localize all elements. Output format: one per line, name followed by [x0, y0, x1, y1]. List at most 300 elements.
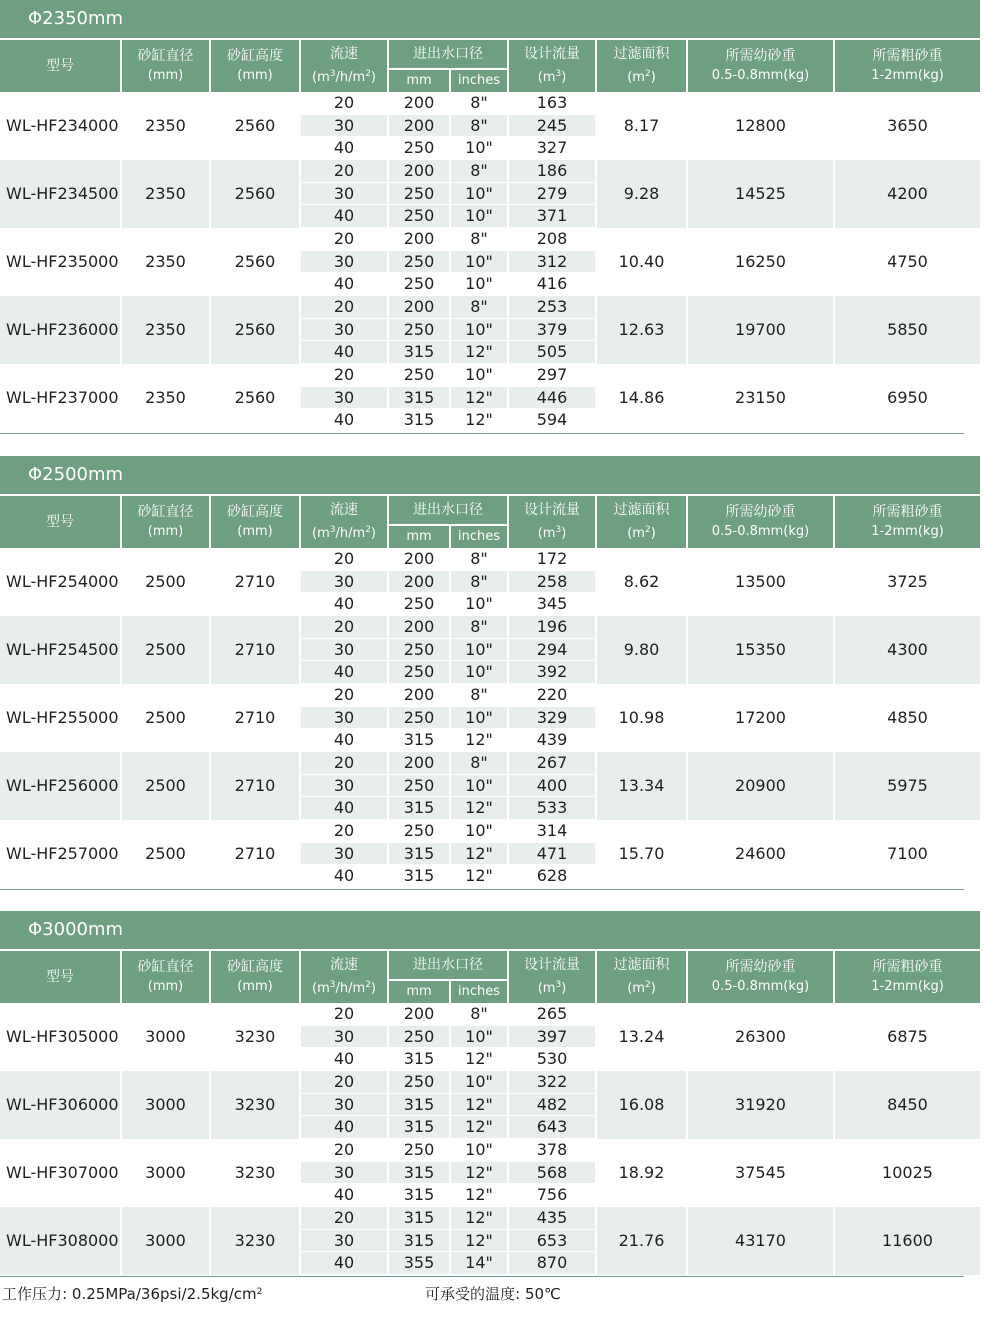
cell-flow: 568 [536, 1162, 568, 1182]
header-coarse-label: 所需粗砂重 [872, 504, 943, 520]
cell-area: 13.24 [618, 1027, 665, 1046]
cell-speed: 20 [333, 685, 355, 704]
cell-coarse: 4300 [887, 640, 928, 659]
table-row [0, 548, 984, 616]
cell-flow: 322 [536, 1072, 568, 1091]
header-diameter [122, 951, 209, 1003]
cell-mm: 200 [403, 297, 435, 316]
cell-coarse: 3650 [887, 116, 928, 135]
header-height [211, 496, 299, 548]
header-inlet-inches: inches [451, 981, 507, 1003]
cell-flow: 378 [536, 1140, 568, 1159]
cell-area: 8.17 [623, 116, 660, 135]
table-row [0, 364, 984, 432]
cell-flow: 297 [536, 365, 568, 384]
header-height [211, 951, 299, 1003]
cell-inch: 10" [465, 1140, 493, 1159]
cell-mm: 250 [403, 365, 435, 384]
cell-coarse: 7100 [887, 844, 928, 863]
temperature-note: 可承受的温度: 50℃ [425, 1285, 561, 1303]
header-inlet: 进出水口径 [389, 496, 507, 524]
cell-speed: 20 [333, 549, 355, 568]
cell-flow: 294 [536, 639, 568, 659]
cell-inch: 10" [465, 639, 493, 659]
cell-model: WL-HF255000 [6, 708, 119, 727]
cell-flow: 643 [536, 1117, 568, 1137]
cell-inch: 12" [465, 387, 493, 407]
cell-flow: 267 [536, 753, 568, 772]
cell-diameter: 3000 [145, 1027, 186, 1046]
cell-mm: 315 [403, 1230, 435, 1250]
table-row [0, 92, 984, 160]
cell-inch: 12" [465, 1094, 493, 1114]
cell-diameter: 3000 [145, 1163, 186, 1182]
cell-mm: 315 [403, 866, 435, 886]
cell-flow: 482 [536, 1094, 568, 1114]
header-area-label: 过滤面积 [613, 502, 670, 518]
cell-coarse: 4750 [887, 252, 928, 271]
header-fine [688, 496, 833, 548]
header-model: 型号 [0, 40, 120, 92]
cell-flow: 379 [536, 319, 568, 339]
cell-coarse: 8450 [887, 1095, 928, 1114]
cell-flow: 253 [536, 297, 568, 316]
cell-speed: 30 [333, 639, 355, 659]
header-coarse-label: 所需粗砂重 [872, 48, 943, 64]
cell-fine: 13500 [735, 572, 786, 591]
header-flow-label: 设计流量 [524, 502, 580, 518]
cell-mm: 200 [403, 161, 435, 180]
header-area [597, 40, 686, 92]
cell-diameter: 3000 [145, 1231, 186, 1250]
cell-inch: 12" [465, 730, 493, 750]
header-height-unit: (mm) [237, 524, 273, 539]
cell-mm: 250 [403, 183, 435, 203]
header-fine-unit: 0.5-0.8mm(kg) [711, 524, 810, 539]
table-row [0, 160, 984, 228]
header-height-label: 砂缸高度 [227, 959, 283, 975]
header-inlet-inches: inches [451, 526, 507, 548]
header-area-label: 过滤面积 [613, 46, 670, 62]
header-fine [688, 951, 833, 1003]
cell-flow: 312 [536, 251, 568, 271]
cell-flow: 279 [536, 183, 568, 203]
header-height-unit: (mm) [237, 68, 273, 83]
cell-speed: 20 [333, 821, 355, 840]
cell-inch: 8" [470, 161, 488, 180]
cell-flow: 186 [536, 161, 568, 180]
cell-speed: 30 [333, 843, 355, 863]
section-divider [0, 889, 964, 890]
header-flow-unit: $(m^3)$ [537, 980, 567, 996]
header-fine-label: 所需幼砂重 [725, 48, 796, 64]
cell-area: 13.34 [618, 776, 665, 795]
cell-flow: 327 [536, 138, 568, 158]
header-coarse [835, 496, 980, 548]
cell-height: 2560 [234, 388, 276, 407]
header-coarse [835, 951, 980, 1003]
cell-flow: 371 [536, 206, 568, 226]
cell-fine: 16250 [735, 252, 786, 271]
header-area [597, 951, 686, 1003]
cell-mm: 315 [403, 410, 435, 430]
header-area-label: 过滤面积 [613, 957, 670, 973]
cell-coarse: 3725 [887, 572, 928, 591]
cell-flow: 653 [536, 1230, 568, 1250]
header-diameter-label: 砂缸直径 [137, 48, 194, 64]
header-speed-unit: $(m^3/h/m^2)$ [312, 69, 376, 85]
cell-speed: 30 [333, 387, 355, 407]
cell-flow: 439 [536, 730, 568, 750]
cell-mm: 315 [403, 1208, 435, 1227]
cell-coarse: 10025 [882, 1163, 933, 1182]
cell-mm: 200 [403, 571, 435, 591]
cell-inch: 12" [465, 410, 493, 430]
cell-flow: 345 [536, 594, 568, 614]
cell-mm: 200 [403, 93, 435, 112]
cell-diameter: 3000 [145, 1095, 186, 1114]
cell-mm: 250 [403, 707, 435, 727]
cell-inch: 10" [465, 775, 493, 795]
header-height-unit: (mm) [237, 979, 273, 994]
cell-speed: 30 [333, 319, 355, 339]
header-coarse-unit: 1-2mm(kg) [871, 979, 944, 994]
header-diameter-label: 砂缸直径 [137, 959, 194, 975]
cell-inch: 8" [470, 617, 488, 636]
header-area [597, 496, 686, 548]
cell-diameter: 2500 [145, 640, 186, 659]
table-row [0, 684, 984, 752]
cell-mm: 250 [403, 319, 435, 339]
header-fine [688, 40, 833, 92]
cell-speed: 20 [333, 1208, 355, 1227]
cell-model: WL-HF235000 [6, 252, 119, 271]
cell-flow: 594 [536, 410, 568, 430]
cell-inch: 12" [465, 1049, 493, 1069]
cell-inch: 8" [470, 297, 488, 316]
header-flow [509, 951, 595, 1003]
cell-speed: 20 [333, 1140, 355, 1159]
cell-inch: 10" [465, 206, 493, 226]
cell-flow: 416 [536, 274, 568, 294]
cell-fine: 31920 [735, 1095, 786, 1114]
cell-inch: 10" [465, 274, 493, 294]
cell-area: 21.76 [618, 1231, 665, 1250]
cell-area: 15.70 [618, 844, 665, 863]
cell-height: 2560 [234, 320, 276, 339]
cell-inch: 14" [465, 1253, 493, 1273]
header-diameter [122, 40, 209, 92]
cell-coarse: 4850 [887, 708, 928, 727]
cell-speed: 40 [333, 1117, 355, 1137]
cell-mm: 200 [403, 753, 435, 772]
header-area-unit: $(m^2)$ [627, 525, 656, 541]
cell-flow: 446 [536, 387, 568, 407]
table-row [0, 1003, 984, 1071]
cell-speed: 20 [333, 1004, 355, 1023]
cell-fine: 43170 [735, 1231, 786, 1250]
header-speed-unit: $(m^3/h/m^2)$ [312, 525, 376, 541]
section-title: Φ2500mm [0, 456, 980, 494]
cell-flow: 397 [536, 1026, 568, 1046]
header-fine-unit: 0.5-0.8mm(kg) [711, 68, 810, 83]
cell-inch: 10" [465, 1072, 493, 1091]
header-diameter [122, 496, 209, 548]
cell-diameter: 2350 [145, 184, 186, 203]
cell-inch: 8" [470, 1004, 488, 1023]
cell-inch: 8" [470, 549, 488, 568]
cell-diameter: 2500 [145, 572, 186, 591]
cell-coarse: 5850 [887, 320, 928, 339]
cell-inch: 10" [465, 319, 493, 339]
section-title: Φ3000mm [0, 911, 980, 949]
cell-mm: 315 [403, 1049, 435, 1069]
cell-speed: 20 [333, 93, 355, 112]
cell-mm: 250 [403, 206, 435, 226]
cell-inch: 10" [465, 1026, 493, 1046]
cell-speed: 40 [333, 1049, 355, 1069]
cell-area: 14.86 [618, 388, 665, 407]
header-speed [301, 40, 387, 92]
cell-inch: 8" [470, 753, 488, 772]
header-area-unit: $(m^2)$ [627, 69, 656, 85]
cell-speed: 30 [333, 183, 355, 203]
cell-inch: 8" [470, 229, 488, 248]
header-diameter-label: 砂缸直径 [137, 504, 194, 520]
header-speed [301, 951, 387, 1003]
cell-mm: 315 [403, 1162, 435, 1182]
cell-model: WL-HF256000 [6, 776, 119, 795]
cell-speed: 30 [333, 251, 355, 271]
cell-flow: 870 [536, 1253, 568, 1273]
cell-height: 3230 [234, 1027, 276, 1046]
cell-flow: 329 [536, 707, 568, 727]
cell-height: 2710 [234, 572, 276, 591]
cell-height: 2710 [234, 640, 276, 659]
cell-speed: 40 [333, 1185, 355, 1205]
cell-flow: 628 [536, 866, 568, 886]
cell-model: WL-HF234000 [6, 116, 119, 135]
cell-speed: 30 [333, 571, 355, 591]
header-coarse-label: 所需粗砂重 [872, 959, 943, 975]
cell-flow: 756 [536, 1185, 568, 1205]
cell-inch: 12" [465, 798, 493, 818]
cell-diameter: 2350 [145, 252, 186, 271]
header-coarse [835, 40, 980, 92]
cell-area: 18.92 [618, 1163, 665, 1182]
header-diameter-unit: (mm) [147, 524, 184, 539]
cell-flow: 258 [536, 571, 568, 591]
cell-area: 9.28 [623, 184, 660, 203]
cell-inch: 12" [465, 1162, 493, 1182]
cell-mm: 315 [403, 798, 435, 818]
header-speed [301, 496, 387, 548]
table-row [0, 752, 984, 820]
cell-diameter: 2350 [145, 320, 186, 339]
cell-inch: 10" [465, 251, 493, 271]
cell-coarse: 6875 [887, 1027, 928, 1046]
cell-speed: 30 [333, 1162, 355, 1182]
cell-inch: 10" [465, 707, 493, 727]
cell-inch: 12" [465, 843, 493, 863]
cell-coarse: 5975 [887, 776, 928, 795]
cell-mm: 315 [403, 387, 435, 407]
table-header [0, 496, 984, 548]
header-coarse-unit: 1-2mm(kg) [871, 524, 944, 539]
cell-mm: 250 [403, 138, 435, 158]
cell-diameter: 2500 [145, 708, 186, 727]
section-divider [0, 433, 964, 434]
cell-area: 16.08 [618, 1095, 665, 1114]
cell-inch: 8" [470, 571, 488, 591]
table-header [0, 951, 984, 1003]
header-fine-unit: 0.5-0.8mm(kg) [711, 979, 810, 994]
header-fine-label: 所需幼砂重 [725, 959, 796, 975]
header-inlet-mm: mm [389, 981, 449, 1003]
cell-model: WL-HF254000 [6, 572, 119, 591]
cell-speed: 40 [333, 138, 355, 158]
header-inlet: 进出水口径 [389, 40, 507, 68]
cell-fine: 17200 [735, 708, 786, 727]
cell-mm: 250 [403, 821, 435, 840]
cell-speed: 40 [333, 206, 355, 226]
cell-inch: 10" [465, 662, 493, 682]
header-height [211, 40, 299, 92]
cell-flow: 533 [536, 798, 568, 818]
cell-model: WL-HF237000 [6, 388, 119, 407]
cell-inch: 8" [470, 685, 488, 704]
table-row [0, 616, 984, 684]
cell-inch: 12" [465, 866, 493, 886]
cell-speed: 40 [333, 342, 355, 362]
cell-mm: 315 [403, 1185, 435, 1205]
cell-inch: 10" [465, 594, 493, 614]
cell-flow: 245 [536, 115, 568, 135]
cell-speed: 30 [333, 775, 355, 795]
cell-speed: 40 [333, 730, 355, 750]
cell-inch: 12" [465, 1185, 493, 1205]
cell-speed: 40 [333, 866, 355, 886]
cell-flow: 400 [536, 775, 568, 795]
cell-speed: 30 [333, 115, 355, 135]
cell-inch: 12" [465, 1117, 493, 1137]
table-row [0, 820, 984, 888]
header-diameter-unit: (mm) [147, 68, 184, 83]
cell-height: 2710 [234, 844, 276, 863]
cell-mm: 250 [403, 1072, 435, 1091]
working-pressure-note: 工作压力: $0.25MPa/36psi/2.5kg/cm^2$ [2, 1285, 263, 1303]
cell-model: WL-HF307000 [6, 1163, 119, 1182]
cell-fine: 37545 [735, 1163, 786, 1182]
cell-height: 2560 [234, 252, 276, 271]
cell-speed: 20 [333, 161, 355, 180]
header-model: 型号 [0, 951, 120, 1003]
header-flow-unit: $(m^3)$ [537, 525, 567, 541]
header-height-label: 砂缸高度 [227, 504, 283, 520]
cell-fine: 14525 [735, 184, 786, 203]
cell-inch: 12" [465, 1230, 493, 1250]
table-row [0, 1139, 984, 1207]
cell-area: 8.62 [623, 572, 660, 591]
header-speed-unit: $(m^3/h/m^2)$ [312, 980, 376, 996]
cell-flow: 392 [536, 662, 568, 682]
header-area-unit: $(m^2)$ [627, 980, 656, 996]
header-fine-label: 所需幼砂重 [725, 504, 796, 520]
cell-height: 3230 [234, 1231, 276, 1250]
cell-speed: 30 [333, 1230, 355, 1250]
cell-mm: 315 [403, 1094, 435, 1114]
cell-mm: 250 [403, 251, 435, 271]
cell-mm: 200 [403, 617, 435, 636]
cell-speed: 30 [333, 707, 355, 727]
cell-coarse: 11600 [882, 1231, 933, 1250]
cell-fine: 15350 [735, 640, 786, 659]
cell-speed: 30 [333, 1026, 355, 1046]
cell-mm: 200 [403, 685, 435, 704]
cell-height: 2710 [234, 708, 276, 727]
cell-mm: 250 [403, 1026, 435, 1046]
header-inlet: 进出水口径 [389, 951, 507, 979]
cell-flow: 172 [536, 549, 568, 568]
cell-model: WL-HF308000 [6, 1231, 119, 1250]
cell-speed: 40 [333, 410, 355, 430]
cell-model: WL-HF236000 [6, 320, 119, 339]
cell-speed: 20 [333, 617, 355, 636]
header-flow-label: 设计流量 [524, 46, 580, 62]
cell-diameter: 2350 [145, 388, 186, 407]
cell-height: 2560 [234, 116, 276, 135]
cell-speed: 30 [333, 1094, 355, 1114]
header-inlet-mm: mm [389, 70, 449, 92]
cell-flow: 314 [536, 821, 568, 840]
header-inlet-mm: mm [389, 526, 449, 548]
cell-mm: 250 [403, 274, 435, 294]
header-speed-label: 流速 [330, 46, 358, 62]
header-coarse-unit: 1-2mm(kg) [871, 68, 944, 83]
table-row [0, 228, 984, 296]
header-diameter-unit: (mm) [147, 979, 184, 994]
cell-inch: 12" [465, 1208, 493, 1227]
cell-inch: 8" [470, 93, 488, 112]
cell-mm: 315 [403, 342, 435, 362]
cell-height: 3230 [234, 1095, 276, 1114]
cell-height: 2560 [234, 184, 276, 203]
cell-diameter: 2500 [145, 776, 186, 795]
cell-area: 10.40 [618, 252, 665, 271]
cell-model: WL-HF306000 [6, 1095, 119, 1114]
cell-speed: 20 [333, 365, 355, 384]
cell-mm: 200 [403, 549, 435, 568]
cell-area: 12.63 [618, 320, 665, 339]
cell-mm: 250 [403, 639, 435, 659]
cell-flow: 163 [536, 93, 568, 112]
cell-coarse: 6950 [887, 388, 928, 407]
cell-model: WL-HF257000 [6, 844, 119, 863]
cell-coarse: 4200 [887, 184, 928, 203]
cell-mm: 250 [403, 1140, 435, 1159]
cell-diameter: 2350 [145, 116, 186, 135]
cell-flow: 208 [536, 229, 568, 248]
cell-area: 9.80 [623, 640, 660, 659]
cell-fine: 12800 [735, 116, 786, 135]
cell-flow: 435 [536, 1208, 568, 1227]
cell-mm: 355 [403, 1253, 435, 1273]
cell-mm: 315 [403, 843, 435, 863]
cell-mm: 200 [403, 1004, 435, 1023]
cell-model: WL-HF254500 [6, 640, 119, 659]
header-flow [509, 496, 595, 548]
header-speed-label: 流速 [330, 957, 358, 973]
